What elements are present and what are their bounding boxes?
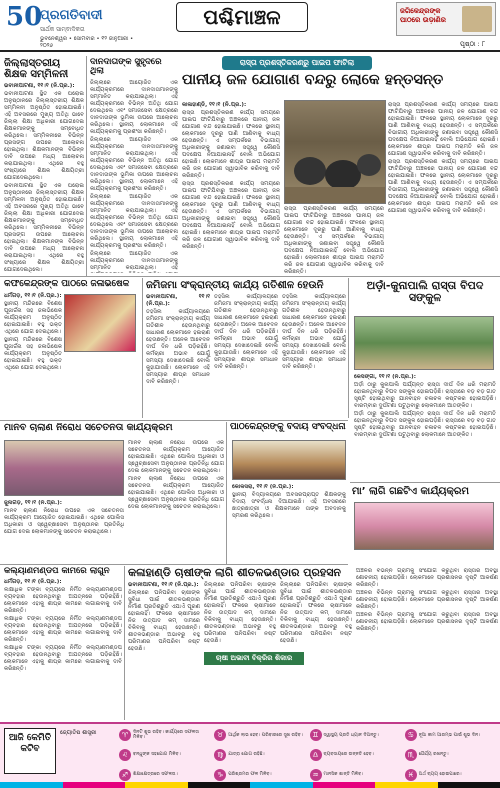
story-text-cont2: ଜିଲ୍ଲାରେ ଆୟୋଜିତ ଏକ କାର୍ଯ୍ୟକ୍ରମରେ ଦାନଦାତାମାନଙ୍କୁ ସମ୍ମାନିତ କରାଯାଇଥିଲା। ଏହି କାର୍ଯ୍ୟକ୍ରମରେ ବିଭିନ୍ନ ଅତିଥି ଯୋଗ ଦେଇଥିଲେ ଏବଂ ସମାଜସେବା କ୍ଷେତ୍ରରେ ଦାନଦାତାଙ୍କ ଭୂମିକା ଉପରେ ଆଲୋଚନା କରିଥିଲେ। ସ୍ଥାନୀୟ ଲୋକମାନେ ଏହି କାର୍ଯ୍ୟକ୍ରମକୁ ପ୍ରଶଂସା କରିଛନ୍ତି। bbox=[90, 193, 178, 249]
farewell-photo bbox=[232, 440, 346, 480]
column-rule bbox=[226, 422, 227, 564]
road-photo bbox=[354, 316, 494, 370]
column-rule bbox=[142, 278, 143, 418]
headline: ଜିଲ୍ଲାସ୍ତରୀୟ ଶିକ୍ଷକ ସମ୍ମିଳନୀ bbox=[4, 58, 69, 80]
zodiac-prediction: ଯାତ୍ରା ଯୋଗ ରହିଛି। bbox=[228, 752, 265, 758]
dateline: ଧର୍ମଗଡ଼, ୧୧।୧ (ନି.ପ୍ର.): bbox=[4, 292, 62, 299]
headline: ଅର୍ଡ଼ା-କୁନାପାଲି ରାସ୍ତା ବିପଦ ସଙ୍କୁଳ bbox=[366, 280, 484, 305]
dateline: ଜୁନାଗଡ଼, ୧୧।୧ (ନି.ପ୍ର.): bbox=[4, 500, 62, 506]
story-road-body bbox=[354, 374, 496, 478]
story-text-col2-cont: ମାନବ ଚାଲାଣ ନିରୋଧ ଉପରେ ଏକ ସଚେତନତା କାର୍ଯ୍ୟକ୍ରମ ଆୟୋଜିତ ହୋଇଯାଇଛି। ଏଥିରେ ପୋଲିସ ଅଧିକାରୀ ଓ ସ୍ୱେଚ୍ଛାସେବୀ ଅନୁଷ୍ଠାନର ପ୍ରତିନିଧି ଯୋଗ ଦେଇ ଲୋକମାନଙ୍କୁ ସଚେତନ କରାଇଥିଲେ। bbox=[128, 476, 224, 510]
horoscope-author: ଜ୍ୟୋତିଷ ଶାସ୍ତ୍ରୀ bbox=[60, 730, 97, 736]
story-body-col3 bbox=[388, 102, 498, 216]
pots-illustration bbox=[285, 101, 385, 203]
story-text: ଅଞ୍ଚଳର ବିଭିନ୍ନ ଗ୍ରାମକୁ ସଂଯୋଗ କରୁଥିବା ରାସ୍ତାର ଅବସ୍ଥା ଶୋଚନୀୟ ହୋଇପଡ଼ିଛି। ଲୋକମାନେ ପ୍ରଶାସନର ଦୃଷ୍ଟି ଆକର୍ଷଣ କରିଛନ୍ତି। bbox=[356, 568, 498, 588]
zodiac-sign-icon: ♒ bbox=[310, 769, 322, 781]
story-text: ଜିଲ୍ଲାରେ ଆୟୋଜିତ ଏକ କାର୍ଯ୍ୟକ୍ରମରେ ଦାନଦାତାମାନଙ୍କୁ ସମ୍ମାନିତ କରାଯାଇଥିଲା। ଏହି କାର୍ଯ୍ୟକ୍ରମରେ ବିଭିନ୍ନ ଅତିଥି ଯୋଗ ଦେଇଥିଲେ ଏବଂ ସମାଜସେବା କ୍ଷେତ୍ରରେ ଦାନଦାତାଙ୍କ ଭୂମିକା ଉପରେ ଆଲୋଚନା କରିଥିଲେ। ସ୍ଥାନୀୟ ଲୋକମାନେ ଏହି କାର୍ଯ୍ୟକ୍ରମକୁ ପ୍ରଶଂସା କରିଛନ୍ତି। bbox=[90, 79, 178, 135]
reg-yellow-2 bbox=[375, 782, 438, 788]
section-title: ପଶ୍ଚିମାଞ୍ଚଳ bbox=[176, 2, 308, 32]
story-text: ସ୍ଥାନୀୟ ମନ୍ଦିରରେ ବିଶେଷ ପୂଜାର୍ଚ୍ଚନା ସହ ଜଳାଭିଷେକ କାର୍ଯ୍ୟକ୍ରମ ଅନୁଷ୍ଠିତ ହୋଇଯାଇଛି। ବହୁ ଭକ୍ତ ଏଥିରେ ଯୋଗ ଦେଇଥିଲେ। bbox=[4, 300, 62, 335]
zodiac-sign-icon: ♎ bbox=[310, 749, 322, 761]
story-columns bbox=[128, 582, 354, 654]
anniversary-logo: 50 bbox=[6, 2, 43, 32]
reg-cyan-2 bbox=[250, 782, 313, 788]
story-text-col3: ଜିଲ୍ଲାରେ ପନିପରିବା ଚାଷୀଙ୍କ ସୁବିଧା ପାଇଁ ଶୀତଳଭଣ୍ଡାର ନିର୍ମାଣ ପ୍ରତିଶ୍ରୁତି ଏଯାଏଁ ପୂରଣ ହୋଇନାହିଁ। ଫଳରେ ଚାଷୀମାନେ ନିଜ ଉତ୍ପାଦ କମ୍ ଦାମରେ ବିକିବାକୁ ବାଧ୍ୟ ହେଉଛନ୍ତି। ଶୀତଳଭଣ୍ଡାର ଅଭାବରୁ ବହୁ ପରିମାଣର ପନିପରିବା ନଷ୍ଟ ହେଉଛି। bbox=[280, 582, 352, 645]
story-text-col2: ରାସ୍ତା ପ୍ରଶସ୍ତିକରଣ କାର୍ଯ୍ୟ ସମୟରେ ପାଇପ ଫାଟିଯିବାରୁ ଅଞ୍ଚଳରେ ପାନୀୟ ଜଳ ଯୋଗାଣ ବନ୍ଦ ହୋଇଯାଇଛି। ଫଳରେ ସ୍ଥାନୀୟ ଲୋକମାନେ ଦୂରରୁ ପାଣି ଆଣିବାକୁ ବାଧ୍ୟ ହେଉଛନ୍ତି। ଏ ସମ୍ପର୍କରେ ବିଭାଗୀୟ ଅଧିକାରୀଙ୍କୁ ଜଣାଇବା ସତ୍ତ୍ୱେ କୌଣସି ପଦକ୍ଷେପ ନିଆଯାଇନାହିଁ ବୋଲି ଅଭିଯୋଗ ହୋଇଛି। ଲୋକମାନେ ଶୀଘ୍ର ପାଇପ ମରାମତି କରି ଜଳ ଯୋଗାଣ ସ୍ୱାଭାବିକ କରିବାକୁ ଦାବି କରିଛନ୍ତି। bbox=[284, 206, 384, 274]
lead-headline: ପାନୀୟ ଜଳ ଯୋଗାଣ ବନ୍ଦରୁ ଲୋକେ ହନ୍ତସନ୍ତ bbox=[182, 72, 444, 88]
story-text-col2: ମାନବ ଚାଲାଣ ନିରୋଧ ଉପରେ ଏକ ସଚେତନତା କାର୍ଯ୍ୟକ୍ରମ ଆୟୋଜିତ ହୋଇଯାଇଛି। ଏଥିରେ ପୋଲିସ ଅଧିକାରୀ ଓ ସ୍ୱେଚ୍ଛାସେବୀ ଅନୁଷ୍ଠାନର ପ୍ରତିନିଧି ଯୋଗ ଦେଇ ଲୋକମାନଙ୍କୁ ସଚେତନ କରାଇଥିଲେ। bbox=[128, 440, 224, 474]
story-cold-storage bbox=[128, 567, 354, 719]
story-text: ଭବାନୀପାଟଣା ସ୍ଥିତ ଏକ ଘରୋଇ ଅନୁଷ୍ଠାନରେ ଜିଲ୍ଲାସ୍ତରୀୟ ଶିକ୍ଷକ ସମ୍ମିଳନୀ ଅନୁଷ୍ଠିତ ହୋଇଯାଇଛି। ଏହି ଅବସରରେ ମୁଖ୍ୟ ଅତିଥି ଭାବେ ଜିଲ୍ଲା ଶିକ୍ଷା ଅଧିକାରୀ ଯୋଗଦେଇ ଶିକ୍ଷକମାନଙ୍କୁ ସମ୍ବୋଧିତ କରିଥିଲେ। ସମ୍ମିଳନୀରେ ବିଭିନ୍ନ ପ୍ରସଙ୍ଗ ଉପରେ ଆଲୋଚନା ହୋଇଥିଲା। ଶିକ୍ଷକମାନଙ୍କ ବିଭିନ୍ନ ଦାବି ଉପରେ ମଧ୍ୟ ଆଲୋଚନା କରାଯାଇଥିଲା। ଏଥିରେ ବହୁ ସଂଖ୍ୟାରେ ଶିକ୍ଷକ ଶିକ୍ଷୟିତ୍ରୀ ଯୋଗଦେଇଥିଲେ। bbox=[4, 91, 84, 181]
top-ad bbox=[396, 2, 496, 36]
story-farewell-body bbox=[232, 484, 346, 562]
zodiac-sign-icon: ♏ bbox=[405, 749, 417, 761]
zodiac-prediction: ଅର୍ଥ ବ୍ୟୟ ହୋଇପାରେ। bbox=[418, 771, 462, 777]
story-text-cont: ଅର୍ଡ଼ା ଠାରୁ କୁନାପାଲି ପର୍ଯ୍ୟନ୍ତ ରାସ୍ତା ଦୀର୍ଘ ଦିନ ଧରି ମରାମତି ହୋଇନଥିବାରୁ ବିପଦ ସଙ୍କୁଳ ହୋଇପଡ଼ିଛି। ରାସ୍ତାରେ ବଡ଼ ବଡ଼ ଗାତ ସୃଷ୍ଟି ହୋଇଥିବାରୁ ଯାନବାହନ ଚଳାଚଳ କଷ୍ଟକର ହୋଇପଡ଼ିଛି। ବାରମ୍ବାର ଦୁର୍ଘଟଣା ଘଟୁଥିବାରୁ ଲୋକମାନେ ଆତଙ୍କିତ। bbox=[354, 411, 496, 438]
story-text: ଅର୍ଡ଼ା ଠାରୁ କୁନାପାଲି ପର୍ଯ୍ୟନ୍ତ ରାସ୍ତା ଦୀର୍ଘ ଦିନ ଧରି ମରାମତି ହୋଇନଥିବାରୁ ବିପଦ ସଙ୍କୁଳ ହୋଇପଡ଼ିଛି। ରାସ୍ତାରେ ବଡ଼ ବଡ଼ ଗାତ ସୃଷ୍ଟି ହୋଇଥିବାରୁ ଯାନବାହନ ଚଳାଚଳ କଷ୍ଟକର ହୋଇପଡ଼ିଛି। ବାରମ୍ବାର ଦୁର୍ଘଟଣା ଘଟୁଥିବାରୁ ଲୋକମାନେ ଆତଙ୍କିତ। bbox=[354, 382, 496, 409]
story-teachers-meet bbox=[4, 58, 84, 273]
paper-name: ପ୍ରଗତିବାଦୀ bbox=[40, 8, 103, 23]
tagline: ସାର୍ଥକ ସାମ୍ବାଦିକତା bbox=[40, 26, 85, 33]
story-text: ସ୍ଥାନୀୟ ବିଦ୍ୟାଳୟରେ ଅବସରପ୍ରାପ୍ତ ଶିକ୍ଷକଙ୍କୁ ବିଦାୟ ସଂବର୍ଦ୍ଧନା ଦିଆଯାଇଛି। ଏହି ଅବସରରେ ଛାତ୍ରଛାତ୍ରୀ ଓ ଶିକ୍ଷକମାନେ ତାଙ୍କ ଅବଦାନକୁ ସ୍ମରଣ କରିଥିଲେ। bbox=[232, 492, 346, 519]
top-ad-image bbox=[462, 6, 492, 32]
story-text-col2: ଜିଲ୍ଲାରେ ପନିପରିବା ଚାଷୀଙ୍କ ସୁବିଧା ପାଇଁ ଶୀତଳଭଣ୍ଡାର ନିର୍ମାଣ ପ୍ରତିଶ୍ରୁତି ଏଯାଏଁ ପୂରଣ ହୋଇନାହିଁ। ଫଳରେ ଚାଷୀମାନେ ନିଜ ଉତ୍ପାଦ କମ୍ ଦାମରେ ବିକିବାକୁ ବାଧ୍ୟ ହେଉଛନ୍ତି। ଶୀତଳଭଣ୍ଡାର ଅଭାବରୁ ବହୁ ପରିମାଣର ପନିପରିବା ନଷ୍ଟ ହେଉଛି। bbox=[204, 582, 276, 645]
section-rule bbox=[0, 564, 348, 565]
masthead bbox=[0, 0, 500, 54]
story-body bbox=[182, 102, 280, 252]
dateline: ଧର୍ମଗଡ଼, ୧୧।୧ (ନି.ପ୍ର.): bbox=[4, 579, 62, 586]
dateline: କାଳାହାଣ୍ଡି, ୧୧।୧ (ନି.ପ୍ର.): bbox=[182, 102, 247, 108]
water-pots-photo bbox=[284, 100, 386, 204]
story-text: ମାନବ ଚାଲାଣ ନିରୋଧ ଉପରେ ଏକ ସଚେତନତା କାର୍ଯ୍ୟକ୍ରମ ଆୟୋଜିତ ହୋଇଯାଇଛି। ଏଥିରେ ପୋଲିସ ଅଧିକାରୀ ଓ ସ୍ୱେଚ୍ଛାସେବୀ ଅନୁଷ୍ଠାନର ପ୍ରତିନିଧି ଯୋଗ ଦେଇ ଲୋକମାନଙ୍କୁ ସଚେତନ କରାଇଥିଲେ। bbox=[4, 508, 124, 535]
story-body bbox=[4, 293, 62, 372]
story-text-cont: ଲକ୍ଷାଧିକ ଟଙ୍କା ବ୍ୟୟରେ ନିର୍ମିତ କଲ୍ୟାଣମଣ୍ଡପ ବ୍ୟବହାର ହେଉନଥିବାରୁ ଅଯତ୍ନରେ ପଡ଼ିରହିଛି। ଲୋକମାନେ ଏହାକୁ ଶୀଘ୍ର କାମରେ ଲଗାଇବାକୁ ଦାବି କରିଛନ୍ତି। bbox=[4, 616, 122, 644]
zodiac-sign-icon: ♐ bbox=[119, 769, 131, 781]
headline: କଲ୍ୟାଣମଣ୍ଡପ କାମରେ ଲାଗୁନି bbox=[4, 567, 110, 576]
date-line: ଭୁବନେଶ୍ୱର • ସୋମବାର • ୧୨ ଜାନୁଆରୀ • ୨୦୨୬ bbox=[40, 36, 134, 49]
dateline: ଭବାନୀପାଟଣା, ୧୧।୧ (ନି.ପ୍ର.): bbox=[146, 294, 210, 307]
story-land-records bbox=[146, 280, 346, 418]
story-text-cont: ଜିଲ୍ଲାରେ ଆୟୋଜିତ ଏକ କାର୍ଯ୍ୟକ୍ରମରେ ଦାନଦାତାମାନଙ୍କୁ ସମ୍ମାନିତ କରାଯାଇଥିଲା। ଏହି କାର୍ଯ୍ୟକ୍ରମରେ ବିଭିନ୍ନ ଅତିଥି ଯୋଗ ଦେଇଥିଲେ ଏବଂ ସମାଜସେବା କ୍ଷେତ୍ରରେ ଦାନଦାତାଙ୍କ ଭୂମିକା ଉପରେ ଆଲୋଚନା କରିଥିଲେ। ସ୍ଥାନୀୟ ଲୋକମାନେ ଏହି କାର୍ଯ୍ୟକ୍ରମକୁ ପ୍ରଶଂସା କରିଛନ୍ତି। bbox=[90, 136, 178, 192]
story-body-col2 bbox=[214, 294, 278, 387]
story-body bbox=[146, 294, 210, 387]
reg-black bbox=[188, 782, 251, 788]
story-text-col3: ରାସ୍ତା ପ୍ରଶସ୍ତିକରଣ କାର୍ଯ୍ୟ ସମୟରେ ପାଇପ ଫାଟିଯିବାରୁ ଅଞ୍ଚଳରେ ପାନୀୟ ଜଳ ଯୋଗାଣ ବନ୍ଦ ହୋଇଯାଇଛି। ଫଳରେ ସ୍ଥାନୀୟ ଲୋକମାନେ ଦୂରରୁ ପାଣି ଆଣିବାକୁ ବାଧ୍ୟ ହେଉଛନ୍ତି। ଏ ସମ୍ପର୍କରେ ବିଭାଗୀୟ ଅଧିକାରୀଙ୍କୁ ଜଣାଇବା ସତ୍ତ୍ୱେ କୌଣସି ପଦକ୍ଷେପ ନିଆଯାଇନାହିଁ ବୋଲି ଅଭିଯୋଗ ହୋଇଛି। ଲୋକମାନେ ଶୀଘ୍ର ପାଇପ ମରାମତି କରି ଜଳ ଯୋଗାଣ ସ୍ୱାଭାବିକ କରିବାକୁ ଦାବି କରିଛନ୍ତି। bbox=[388, 102, 498, 157]
headline: ଦାନଦାତାଙ୍କ ସୁହୃଦରେ ଥିଲା bbox=[90, 58, 162, 77]
story-text: ରାସ୍ତା ପ୍ରଶସ୍ତିକରଣ କାର୍ଯ୍ୟ ସମୟରେ ପାଇପ ଫାଟିଯିବାରୁ ଅଞ୍ଚଳରେ ପାନୀୟ ଜଳ ଯୋଗାଣ ବନ୍ଦ ହୋଇଯାଇଛି। ଫଳରେ ସ୍ଥାନୀୟ ଲୋକମାନେ ଦୂରରୁ ପାଣି ଆଣିବାକୁ ବାଧ୍ୟ ହେଉଛନ୍ତି। ଏ ସମ୍ପର୍କରେ ବିଭାଗୀୟ ଅଧିକାରୀଙ୍କୁ ଜଣାଇବା ସତ୍ତ୍ୱେ କୌଣସି ପଦକ୍ଷେପ ନିଆଯାଇନାହିଁ ବୋଲି ଅଭିଯୋଗ ହୋଇଛି। ଲୋକମାନେ ଶୀଘ୍ର ପାଇପ ମରାମତି କରି ଜଳ ଯୋଗାଣ ସ୍ୱାଭାବିକ କରିବାକୁ ଦାବି କରିଛନ୍ତି। bbox=[182, 110, 280, 179]
zodiac-sign-icon: ♊ bbox=[310, 729, 322, 741]
zodiac-prediction: ମାନସିକ ଶାନ୍ତି ମିଳିବ। bbox=[323, 771, 364, 777]
zodiac-prediction: ବନ୍ଧୁଙ୍କ ସହଯୋଗ ମିଳିବ। bbox=[133, 752, 181, 758]
zodiac-prediction: ପରିଶ୍ରମର ଫଳ ମିଳିବ। bbox=[228, 771, 272, 777]
kicker: ରାସ୍ତା ପ୍ରଶସ୍ତିକରଣରୁ ପାଇପ ଫାଟିଲା bbox=[222, 56, 372, 70]
dateline: କୋକସରା, ୧୧।୧ (ନି.ପ୍ର.): bbox=[232, 484, 294, 490]
headline: ମା’ ଲାଗି ଗଛଟିଏ କାର୍ଯ୍ୟକ୍ରମ bbox=[352, 486, 469, 497]
reg-cyan bbox=[0, 782, 63, 788]
story-body bbox=[128, 582, 200, 654]
tree-planting-photo bbox=[354, 502, 494, 550]
dateline: ଭବାନୀପାଟଣା, ୧୧।୧ (ନି.ପ୍ର.): bbox=[128, 582, 199, 589]
story-text-col2: ତହସିଲ କାର୍ଯ୍ୟାଳୟରେ ଜମିଜମା ସଂକ୍ରାନ୍ତୀୟ କାର୍ଯ୍ୟ ଗତିଶୀଳ ହେଉନଥିବାରୁ ସାଧାରଣ ଲୋକମାନେ ହଇରାଣ ହେଉଛନ୍ତି। ଅନେକ ଆବେଦନ ଦୀର୍ଘ ଦିନ ଧରି ପଡ଼ିରହିଛି। କର୍ମଚାରୀ ଅଭାବ ଯୋଗୁଁ ସମସ୍ୟା ଦେଖାଦେଇଛି ବୋଲି କୁହାଯାଉଛି। ଲୋକମାନେ ଏହି ସମସ୍ୟାର ଶୀଘ୍ର ସମାଧାନ ଦାବି କରିଛନ୍ତି। bbox=[214, 294, 278, 370]
masthead-rule bbox=[0, 50, 500, 52]
zodiac-cell bbox=[309, 746, 403, 765]
story-body bbox=[4, 83, 84, 273]
story-text: ତହସିଲ କାର୍ଯ୍ୟାଳୟରେ ଜମିଜମା ସଂକ୍ରାନ୍ତୀୟ କାର୍ଯ୍ୟ ଗତିଶୀଳ ହେଉନଥିବାରୁ ସାଧାରଣ ଲୋକମାନେ ହଇରାଣ ହେଉଛନ୍ତି। ଅନେକ ଆବେଦନ ଦୀର୍ଘ ଦିନ ଧରି ପଡ଼ିରହିଛି। କର୍ମଚାରୀ ଅଭାବ ଯୋଗୁଁ ସମସ୍ୟା ଦେଖାଦେଇଛି ବୋଲି କୁହାଯାଉଛି। ଲୋକମାନେ ଏହି ସମସ୍ୟାର ଶୀଘ୍ର ସମାଧାନ ଦାବି କରିଛନ୍ତି। bbox=[146, 309, 210, 385]
story-body-col2 bbox=[284, 206, 384, 274]
registration-marks bbox=[0, 782, 500, 788]
story-text-col3: ତହସିଲ କାର୍ଯ୍ୟାଳୟରେ ଜମିଜମା ସଂକ୍ରାନ୍ତୀୟ କାର୍ଯ୍ୟ ଗତିଶୀଳ ହେଉନଥିବାରୁ ସାଧାରଣ ଲୋକମାନେ ହଇରାଣ ହେଉଛନ୍ତି। ଅନେକ ଆବେଦନ ଦୀର୍ଘ ଦିନ ଧରି ପଡ଼ିରହିଛି। କର୍ମଚାରୀ ଅଭାବ ଯୋଗୁଁ ସମସ୍ୟା ଦେଖାଦେଇଛି ବୋଲି କୁହାଯାଉଛି। ଲୋକମାନେ ଏହି ସମସ୍ୟାର ଶୀଘ୍ର ସମାଧାନ ଦାବି କରିଛନ୍ତି। bbox=[282, 294, 346, 370]
section-rule bbox=[0, 276, 500, 277]
zodiac-cell bbox=[213, 746, 307, 765]
zodiac-sign-icon: ♉ bbox=[214, 729, 226, 741]
section-rule bbox=[0, 420, 348, 421]
story-text-cont: ସ୍ଥାନୀୟ ମନ୍ଦିରରେ ବିଶେଷ ପୂଜାର୍ଚ୍ଚନା ସହ ଜଳାଭିଷେକ କାର୍ଯ୍ୟକ୍ରମ ଅନୁଷ୍ଠିତ ହୋଇଯାଇଛି। ବହୁ ଭକ୍ତ ଏଥିରେ ଯୋଗ ଦେଇଥିଲେ। bbox=[4, 336, 62, 371]
zodiac-sign-icon: ♍ bbox=[214, 749, 226, 761]
story-anti-trafficking-body bbox=[4, 500, 124, 562]
story-text-cont2: ଲକ୍ଷାଧିକ ଟଙ୍କା ବ୍ୟୟରେ ନିର୍ମିତ କଲ୍ୟାଣମଣ୍ଡପ ବ୍ୟବହାର ହେଉନଥିବାରୁ ଅଯତ୍ନରେ ପଡ଼ିରହିଛି। ଲୋକମାନେ ଏହାକୁ ଶୀଘ୍ର କାମରେ ଲଗାଇବାକୁ ଦାବି କରିଛନ୍ତି। bbox=[4, 645, 122, 673]
column-rule bbox=[348, 278, 349, 418]
zodiac-sign-icon: ♌ bbox=[119, 749, 131, 761]
story-body bbox=[356, 568, 498, 633]
story-columns bbox=[146, 294, 346, 387]
headline: କଫିକେନ୍ଦ୍ରଙ୍କ ପାଠରେ ଜଳାଭିଷେକ bbox=[4, 280, 130, 289]
zodiac-cell bbox=[404, 726, 498, 745]
zodiac-cell bbox=[213, 726, 307, 745]
headline: ପାଠକେନ୍ଦ୍ରଙ୍କୁ ବିଦାୟ ସଂବର୍ଦ୍ଧନା bbox=[230, 423, 346, 432]
zodiac-cell bbox=[404, 746, 498, 765]
story-text: ଜିଲ୍ଲାରେ ପନିପରିବା ଚାଷୀଙ୍କ ସୁବିଧା ପାଇଁ ଶୀତଳଭଣ୍ଡାର ନିର୍ମାଣ ପ୍ରତିଶ୍ରୁତି ଏଯାଏଁ ପୂରଣ ହୋଇନାହିଁ। ଫଳରେ ଚାଷୀମାନେ ନିଜ ଉତ୍ପାଦ କମ୍ ଦାମରେ ବିକିବାକୁ ବାଧ୍ୟ ହେଉଛନ୍ତି। ଶୀତଳଭଣ୍ଡାର ଅଭାବରୁ ବହୁ ପରିମାଣର ପନିପରିବା ନଷ୍ଟ ହେଉଛି। bbox=[128, 590, 200, 653]
inset-subhead: ଚାଷୀ ଅଭାବୀ ବିକ୍ରିର ଶିକାର bbox=[204, 652, 304, 665]
dateline: ଭବାନୀପାଟଣା, ୧୧।୧ (ନି.ପ୍ର.): bbox=[4, 83, 75, 89]
headline: କଳାହାଣ୍ଡି ଚାଷୀଙ୍କ ଲାଗି ଶୀତଳଭଣ୍ଡାର ପ୍ରହସନ bbox=[128, 567, 341, 579]
column-rule bbox=[86, 56, 87, 276]
story-anti-trafficking-body-col2 bbox=[128, 440, 224, 562]
story-body bbox=[90, 80, 178, 273]
column-rule bbox=[124, 566, 125, 720]
zodiac-sign-icon: ♋ bbox=[405, 729, 417, 741]
horoscope-title: ଆଜି କେମିତି କଟିବ bbox=[4, 728, 56, 774]
story-body bbox=[4, 579, 122, 673]
story-text-cont: ରାସ୍ତା ପ୍ରଶସ୍ତିକରଣ କାର୍ଯ୍ୟ ସମୟରେ ପାଇପ ଫାଟିଯିବାରୁ ଅଞ୍ଚଳରେ ପାନୀୟ ଜଳ ଯୋଗାଣ ବନ୍ଦ ହୋଇଯାଇଛି। ଫଳରେ ସ୍ଥାନୀୟ ଲୋକମାନେ ଦୂରରୁ ପାଣି ଆଣିବାକୁ ବାଧ୍ୟ ହେଉଛନ୍ତି। ଏ ସମ୍ପର୍କରେ ବିଭାଗୀୟ ଅଧିକାରୀଙ୍କୁ ଜଣାଇବା ସତ୍ତ୍ୱେ କୌଣସି ପଦକ୍ଷେପ ନିଆଯାଇନାହିଁ ବୋଲି ଅଭିଯୋଗ ହୋଇଛି। ଲୋକମାନେ ଶୀଘ୍ର ପାଇପ ମରାମତି କରି ଜଳ ଯୋଗାଣ ସ୍ୱାଭାବିକ କରିବାକୁ ଦାବି କରିଛନ୍ତି। bbox=[182, 181, 280, 250]
zodiac-cell bbox=[309, 726, 403, 745]
zodiac-sign-icon: ♑ bbox=[214, 769, 226, 781]
story-body-col2 bbox=[204, 582, 276, 654]
headline: ମାନବ ଚାଲାଣ ନିରୋଧ ସଚେତନତା କାର୍ଯ୍ୟକ୍ରମ bbox=[4, 423, 173, 433]
story-body-col3 bbox=[280, 582, 352, 654]
zodiac-grid bbox=[118, 726, 498, 784]
zodiac-sign-icon: ♓ bbox=[405, 769, 417, 781]
zodiac-prediction: ନୂଆ କାମ ଆରମ୍ଭ ପାଇଁ ଶୁଭ ଦିନ। bbox=[418, 732, 481, 738]
top-ad-text: ଜଗିକେନ୍ଦ୍ରଙ୍କ ପାଠରେ ଉଡ଼ାଣିର bbox=[400, 7, 446, 24]
story-text-cont2: ଅଞ୍ଚଳର ବିଭିନ୍ନ ଗ୍ରାମକୁ ସଂଯୋଗ କରୁଥିବା ରାସ୍ତାର ଅବସ୍ଥା ଶୋଚନୀୟ ହୋଇପଡ଼ିଛି। ଲୋକମାନେ ପ୍ରଶାସନର ଦୃଷ୍ଟି ଆକର୍ଷଣ କରିଛନ୍ତି। bbox=[356, 612, 498, 632]
reg-magenta-2 bbox=[313, 782, 376, 788]
temple-photo bbox=[64, 294, 136, 352]
reg-black-2 bbox=[438, 782, 500, 788]
story-text-cont: ଅଞ୍ଚଳର ବିଭିନ୍ନ ଗ୍ରାମକୁ ସଂଯୋଗ କରୁଥିବା ରାସ୍ତାର ଅବସ୍ଥା ଶୋଚନୀୟ ହୋଇପଡ଼ିଛି। ଲୋକମାନେ ପ୍ରଶାସନର ଦୃଷ୍ଟି ଆକର୍ଷଣ କରିଛନ୍ତି। bbox=[356, 590, 498, 610]
story-body-col3 bbox=[282, 294, 346, 387]
reg-magenta bbox=[63, 782, 126, 788]
story-donors bbox=[90, 58, 178, 273]
story-text: ଲକ୍ଷାଧିକ ଟଙ୍କା ବ୍ୟୟରେ ନିର୍ମିତ କଲ୍ୟାଣମଣ୍ଡପ ବ୍ୟବହାର ହେଉନଥିବାରୁ ଅଯତ୍ନରେ ପଡ଼ିରହିଛି। ଲୋକମାନେ ଏହାକୁ ଶୀଘ୍ର କାମରେ ଲଗାଇବାକୁ ଦାବି କରିଛନ୍ତି। bbox=[4, 587, 122, 615]
story-text-cont: ଭବାନୀପାଟଣା ସ୍ଥିତ ଏକ ଘରୋଇ ଅନୁଷ୍ଠାନରେ ଜିଲ୍ଲାସ୍ତରୀୟ ଶିକ୍ଷକ ସମ୍ମିଳନୀ ଅନୁଷ୍ଠିତ ହୋଇଯାଇଛି। ଏହି ଅବସରରେ ମୁଖ୍ୟ ଅତିଥି ଭାବେ ଜିଲ୍ଲା ଶିକ୍ଷା ଅଧିକାରୀ ଯୋଗଦେଇ ଶିକ୍ଷକମାନଙ୍କୁ ସମ୍ବୋଧିତ କରିଥିଲେ। ସମ୍ମିଳନୀରେ ବିଭିନ୍ନ ପ୍ରସଙ୍ଗ ଉପରେ ଆଲୋଚନା ହୋଇଥିଲା। ଶିକ୍ଷକମାନଙ୍କ ବିଭିନ୍ନ ଦାବି ଉପରେ ମଧ୍ୟ ଆଲୋଚନା କରାଯାଇଥିଲା। ଏଥିରେ ବହୁ ସଂଖ୍ୟାରେ ଶିକ୍ଷକ ଶିକ୍ଷୟିତ୍ରୀ ଯୋଗଦେଇଥିଲେ। bbox=[4, 183, 84, 273]
zodiac-prediction: ସ୍ୱାସ୍ଥ୍ୟ ପ୍ରତି ଧ୍ୟାନ ଦିଅନ୍ତୁ। bbox=[323, 732, 379, 738]
zodiac-prediction: ଆର୍ଥିକ ଲାଭ ହେବ। ପରିବାରରେ ସୁଖ ରହିବ। bbox=[228, 732, 303, 738]
zodiac-cell bbox=[118, 746, 212, 765]
page-number: ପୃଷ୍ଠା : ୮ bbox=[460, 40, 486, 48]
reg-yellow bbox=[125, 782, 188, 788]
dateline: କେସିଙ୍ଗା, ୧୧।୧ (ନି.ପ୍ର.): bbox=[354, 374, 416, 380]
zodiac-prediction: ଶିକ୍ଷାକ୍ଷେତ୍ରରେ ସଫଳତା। bbox=[133, 771, 178, 777]
story-kalyan-mandap bbox=[4, 567, 122, 719]
story-road-problem bbox=[356, 568, 498, 720]
story-text-col3-cont: ରାସ୍ତା ପ୍ରଶସ୍ତିକରଣ କାର୍ଯ୍ୟ ସମୟରେ ପାଇପ ଫାଟିଯିବାରୁ ଅଞ୍ଚଳରେ ପାନୀୟ ଜଳ ଯୋଗାଣ ବନ୍ଦ ହୋଇଯାଇଛି। ଫଳରେ ସ୍ଥାନୀୟ ଲୋକମାନେ ଦୂରରୁ ପାଣି ଆଣିବାକୁ ବାଧ୍ୟ ହେଉଛନ୍ତି। ଏ ସମ୍ପର୍କରେ ବିଭାଗୀୟ ଅଧିକାରୀଙ୍କୁ ଜଣାଇବା ସତ୍ତ୍ୱେ କୌଣସି ପଦକ୍ଷେପ ନିଆଯାଇନାହିଁ ବୋଲି ଅଭିଯୋଗ ହୋଇଛି। ଲୋକମାନେ ଶୀଘ୍ର ପାଇପ ମରାମତି କରି ଜଳ ଯୋଗାଣ ସ୍ୱାଭାବିକ କରିବାକୁ ଦାବି କରିଛନ୍ତି। bbox=[388, 159, 498, 214]
zodiac-prediction: ଧୈର୍ଯ୍ୟ ରଖନ୍ତୁ। bbox=[418, 752, 449, 758]
story-text-cont3: ଜିଲ୍ଲାରେ ଆୟୋଜିତ ଏକ କାର୍ଯ୍ୟକ୍ରମରେ ଦାନଦାତାମାନଙ୍କୁ ସମ୍ମାନିତ କରାଯାଇଥିଲା। ଏହି bbox=[90, 250, 178, 271]
zodiac-prediction: ଦିନଟି ଶୁଭ ରହିବ। କାର୍ଯ୍ୟରେ ସଫଳତା ମିଳିବ। bbox=[133, 729, 199, 741]
section-rule bbox=[350, 482, 500, 483]
zodiac-prediction: ବ୍ୟବସାୟରେ ଉନ୍ନତି ହେବ। bbox=[323, 752, 374, 758]
headline: ଜମିଜମା ସଂକ୍ରାନ୍ତୀୟ କାର୍ଯ୍ୟ ଗତିଶୀଳ ହେଉନି bbox=[146, 280, 324, 291]
zodiac-cell bbox=[118, 726, 212, 745]
zodiac-sign-icon: ♈ bbox=[119, 729, 131, 741]
awareness-photo bbox=[4, 440, 124, 496]
